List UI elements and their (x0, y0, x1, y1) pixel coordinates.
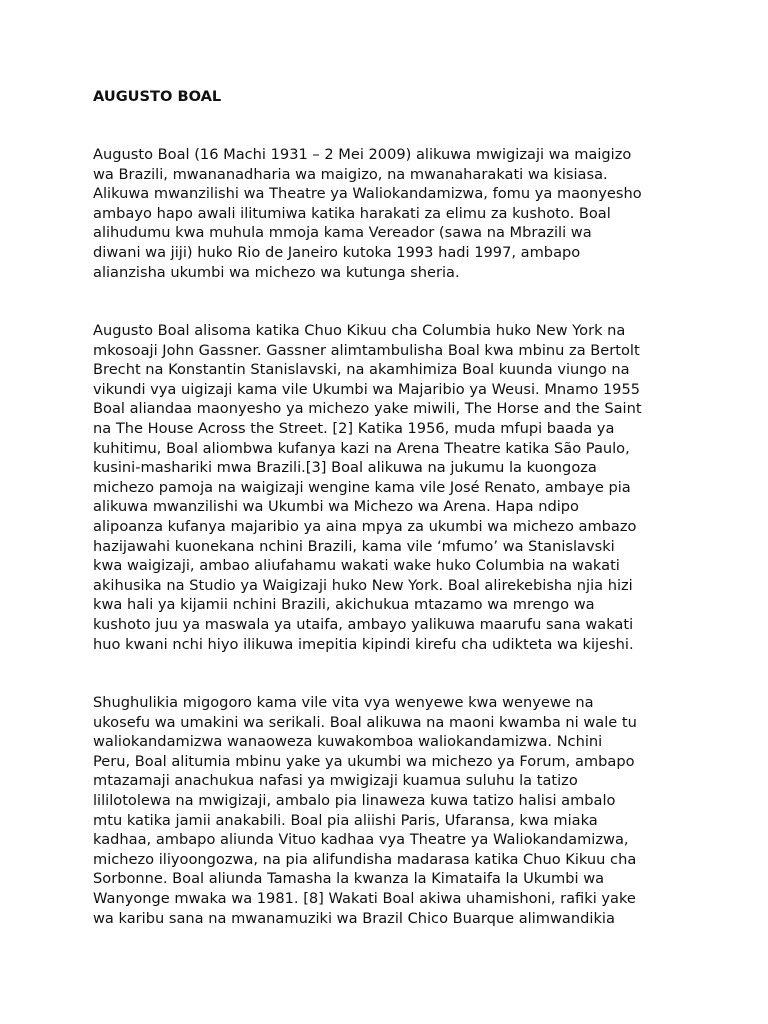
text-line: kusini-mashariki mwa Brazili.[3] Boal alikuwa na jukumu la kuongoza (93, 459, 597, 477)
paragraph-1 (93, 145, 642, 282)
paragraph-3 (93, 693, 637, 928)
text-line: vikundi vya uigizaji kama vile Ukumbi wa Majaribio ya Weusi. Mnamo 1955 (93, 380, 641, 398)
text-line: alianzisha ukumbi wa michezo wa kutunga sheria. (93, 263, 460, 281)
text-line: Augusto Boal (16 Machi 1931 – 2 Mei 2009) alikuwa mwigizaji wa maigizo (93, 146, 632, 163)
text-line: alipoanza kufanya majaribio ya aina mpya za ukumbi wa michezo ambazo (93, 517, 637, 535)
text-line: mkosoaji John Gassner. Gassner alimtambulisha Boal kwa mbinu za Bertolt (93, 341, 640, 359)
text-line: diwani wa jiji) huko Rio de Janeiro kutoka 1993 hadi 1997, ambapo (93, 243, 581, 261)
document-title: AUGUSTO BOAL (93, 88, 222, 105)
text-line: ambayo hapo awali ilitumiwa katika harakati za elimu za kushoto. Boal (93, 204, 611, 222)
paragraph-2 (93, 321, 642, 654)
text-line: waliokandamizwa wanaoweza kuwakomboa waliokandamizwa. Nchini (93, 733, 603, 751)
text-line: kwa hali ya kijamii nchini Brazili, akichukua mtazamo wa mrengo wa (93, 596, 595, 614)
text-line: alikuwa mwanzilishi wa Ukumbi wa Michezo wa Arena. Hapa ndipo (93, 498, 579, 516)
text-line: lililotolewa na mwigizaji, ambalo pia linaweza kuwa tatizo halisi ambalo (93, 791, 616, 809)
text-line: akihusika na Studio ya Waigizaji huko New York. Boal alirekebisha njia hizi (93, 576, 633, 594)
text-line: alihudumu kwa muhula mmoja kama Vereador (sawa na Mbrazili wa (93, 224, 592, 242)
text-line: kwa waigizaji, ambao aliufahamu wakati wake huko Columbia na wakati (93, 557, 620, 575)
text-line: wa Brazili, mwananadharia wa maigizo, na mwanaharakati wa kisiasa. (93, 165, 608, 183)
text-line: mtu katika jamii anakabili. Boal pia aliishi Paris, Ufaransa, kwa miaka (93, 811, 598, 829)
text-line: Wanyonge mwaka wa 1981. [8] Wakati Boal akiwa uhamishoni, rafiki yake (93, 889, 636, 907)
text-line: Brecht na Konstantin Stanislavski, na akamhimiza Boal kuunda viungo na (93, 361, 630, 379)
text-line: ukosefu wa umakini wa serikali. Boal alikuwa na maoni kwamba ni wale tu (93, 713, 637, 731)
text-line: kuhitimu, Boal aliombwa kufanya kazi na Arena Theatre katika São Paulo, (93, 439, 630, 457)
text-line: michezo pamoja na waigizaji wengine kama vile José Renato, ambaye pia (93, 478, 631, 496)
text-line: Boal aliandaa maonyesho ya michezo yake miwili, The Horse and the Saint (93, 400, 642, 418)
text-line: Shughulikia migogoro kama vile vita vya wenyewe kwa wenyewe na (93, 694, 594, 711)
text-line: kadhaa, ambapo aliunda Vituo kadhaa vya Theatre ya Waliokandamizwa, (93, 831, 629, 849)
text-line: hazijawahi kuonekana nchini Brazili, kama vile ‘mfumo’ wa Stanislavski (93, 537, 615, 555)
text-line: Augusto Boal alisoma katika Chuo Kikuu cha Columbia huko New York na (93, 322, 626, 339)
text-line: wa karibu sana na mwanamuziki wa Brazil Chico Buarque alimwandikia (93, 909, 615, 927)
text-line: Peru, Boal alitumia mbinu yake ya ukumbi wa michezo ya Forum, ambapo (93, 752, 635, 770)
text-line: Sorbonne. Boal aliunda Tamasha la kwanza la Kimataifa la Ukumbi wa (93, 870, 605, 888)
text-line: michezo iliyoongozwa, na pia alifundisha madarasa katika Chuo Kikuu cha (93, 850, 637, 868)
text-line: Alikuwa mwanzilishi wa Theatre ya Waliokandamizwa, fomu ya maonyesho (93, 185, 642, 203)
text-line: kushoto juu ya maswala ya utaifa, ambayo yalikuwa maarufu sana wakati (93, 615, 634, 633)
text-line: na The House Across the Street. [2] Katika 1956, muda mfupi baada ya (93, 419, 615, 437)
text-line: huo kwani nchi hiyo ilikuwa imepitia kipindi kirefu cha udikteta wa kijeshi. (93, 635, 634, 653)
text-line: mtazamaji anachukua nafasi ya mwigizaji kuamua suluhu la tatizo (93, 772, 578, 790)
